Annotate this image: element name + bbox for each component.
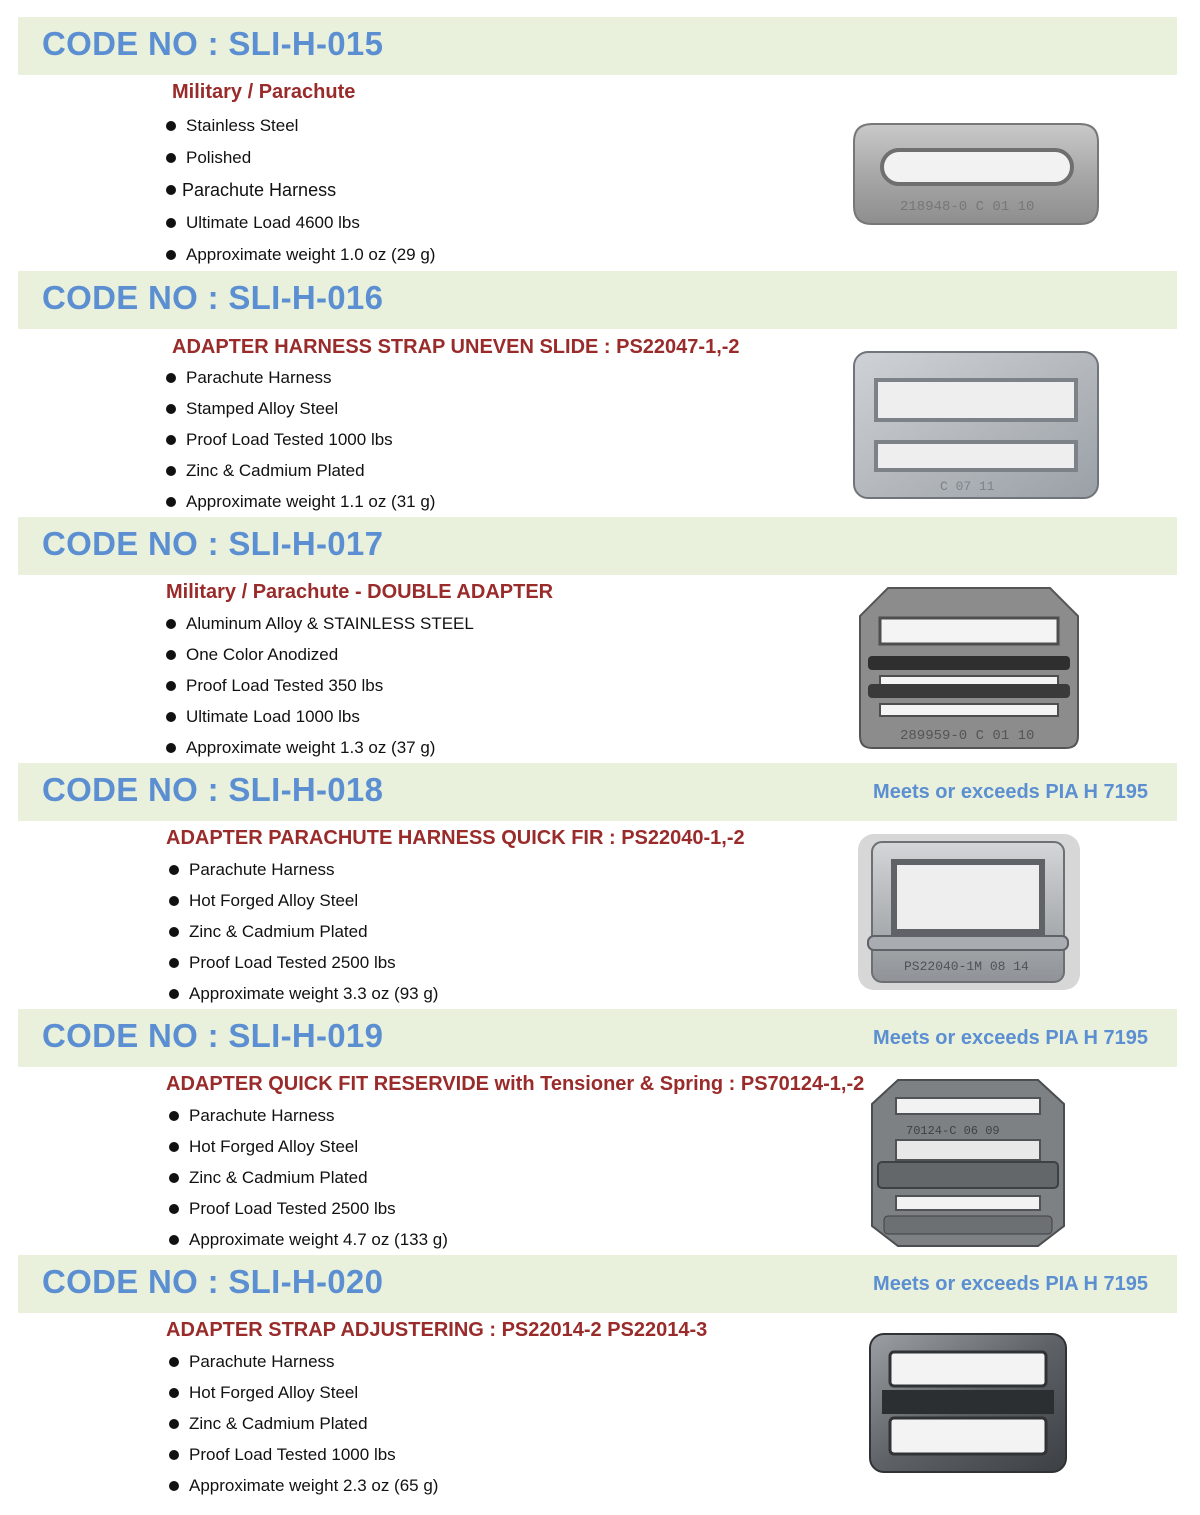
spec-item: Proof Load Tested 2500 lbs (169, 1193, 448, 1224)
product-subtitle: Military / Parachute - DOUBLE ADAPTER (166, 581, 554, 603)
spec-list (169, 1346, 438, 1501)
code-header-band (18, 517, 1177, 575)
spec-item: Approximate weight 2.3 oz (65 g) (169, 1470, 438, 1501)
spec-item: Approximate weight 1.3 oz (37 g) (166, 732, 474, 763)
standard-note: Meets or exceeds PIA H 7195 (873, 1027, 1148, 1049)
standard-note: Meets or exceeds PIA H 7195 (873, 1273, 1148, 1295)
product-code: CODE NO : SLI-H-017 (42, 525, 384, 562)
spec-list (169, 854, 438, 1009)
spec-item: Approximate weight 1.1 oz (31 g) (166, 486, 435, 517)
code-header-band (18, 1009, 1177, 1067)
spec-item: Parachute Harness (169, 1346, 438, 1377)
product-subtitle: Military / Parachute (172, 81, 356, 103)
buckle-image (858, 586, 1080, 750)
code-header-band (18, 1255, 1177, 1313)
spec-item: Proof Load Tested 1000 lbs (169, 1439, 438, 1470)
product-subtitle: ADAPTER QUICK FIT RESERVIDE with Tensioner & Spring : PS70124-1,-2 (166, 1073, 865, 1095)
product-code: CODE NO : SLI-H-018 (42, 771, 384, 808)
product-code: CODE NO : SLI-H-016 (42, 279, 384, 316)
spec-item: Parachute Harness (166, 174, 435, 207)
product-code: CODE NO : SLI-H-019 (42, 1017, 384, 1054)
spec-item: Proof Load Tested 1000 lbs (166, 424, 435, 455)
spec-item: Parachute Harness (169, 854, 438, 885)
spec-item: Zinc & Cadmium Plated (169, 1162, 448, 1193)
product-subtitle: ADAPTER PARACHUTE HARNESS QUICK FIR : PS22040-1,-2 (166, 827, 745, 849)
code-header-band (18, 763, 1177, 821)
spec-item: Hot Forged Alloy Steel (169, 1377, 438, 1408)
spec-item: Approximate weight 3.3 oz (93 g) (169, 978, 438, 1009)
buckle-image (870, 1078, 1066, 1248)
spec-item: Parachute Harness (169, 1100, 448, 1131)
spec-item: Proof Load Tested 2500 lbs (169, 947, 438, 978)
product-subtitle: ADAPTER HARNESS STRAP UNEVEN SLIDE : PS22047-1,-2 (172, 336, 740, 358)
buckle-image (868, 1332, 1068, 1474)
spec-item: Proof Load Tested 350 lbs (166, 670, 474, 701)
buckle-stamp: 70124-C 06 09 (906, 1124, 1000, 1138)
spec-list (166, 608, 474, 763)
buckle-stamp: PS22040-1M 08 14 (904, 959, 1029, 974)
buckle-stamp: C 07 11 (940, 479, 995, 494)
spec-item: One Color Anodized (166, 639, 474, 670)
buckle-stamp: 218948-0 C 01 10 (900, 199, 1035, 215)
buckle-image (852, 122, 1100, 226)
buckle-image (852, 350, 1100, 500)
spec-item: Aluminum Alloy & STAINLESS STEEL (166, 608, 474, 639)
code-header-band (18, 271, 1177, 329)
spec-item: Hot Forged Alloy Steel (169, 885, 438, 916)
spec-item: Stainless Steel (166, 110, 435, 142)
spec-item: Ultimate Load 1000 lbs (166, 701, 474, 732)
spec-list (166, 110, 435, 271)
product-code: CODE NO : SLI-H-020 (42, 1263, 384, 1300)
spec-item: Stamped Alloy Steel (166, 393, 435, 424)
buckle-image (856, 832, 1082, 992)
spec-item: Parachute Harness (166, 362, 435, 393)
spec-item: Polished (166, 142, 435, 174)
spec-list (166, 362, 435, 517)
code-header-band (18, 17, 1177, 75)
spec-item: Ultimate Load 4600 lbs (166, 207, 435, 239)
spec-item: Zinc & Cadmium Plated (166, 455, 435, 486)
product-code: CODE NO : SLI-H-015 (42, 25, 384, 62)
spec-item: Approximate weight 1.0 oz (29 g) (166, 239, 435, 271)
standard-note: Meets or exceeds PIA H 7195 (873, 781, 1148, 803)
spec-item: Zinc & Cadmium Plated (169, 916, 438, 947)
spec-item: Approximate weight 4.7 oz (133 g) (169, 1224, 448, 1255)
spec-list (169, 1100, 448, 1255)
spec-item: Zinc & Cadmium Plated (169, 1408, 438, 1439)
spec-item: Hot Forged Alloy Steel (169, 1131, 448, 1162)
buckle-stamp: 289959-0 C 01 10 (900, 728, 1035, 744)
product-subtitle: ADAPTER STRAP ADJUSTERING : PS22014-2 PS22014-3 (166, 1319, 708, 1341)
